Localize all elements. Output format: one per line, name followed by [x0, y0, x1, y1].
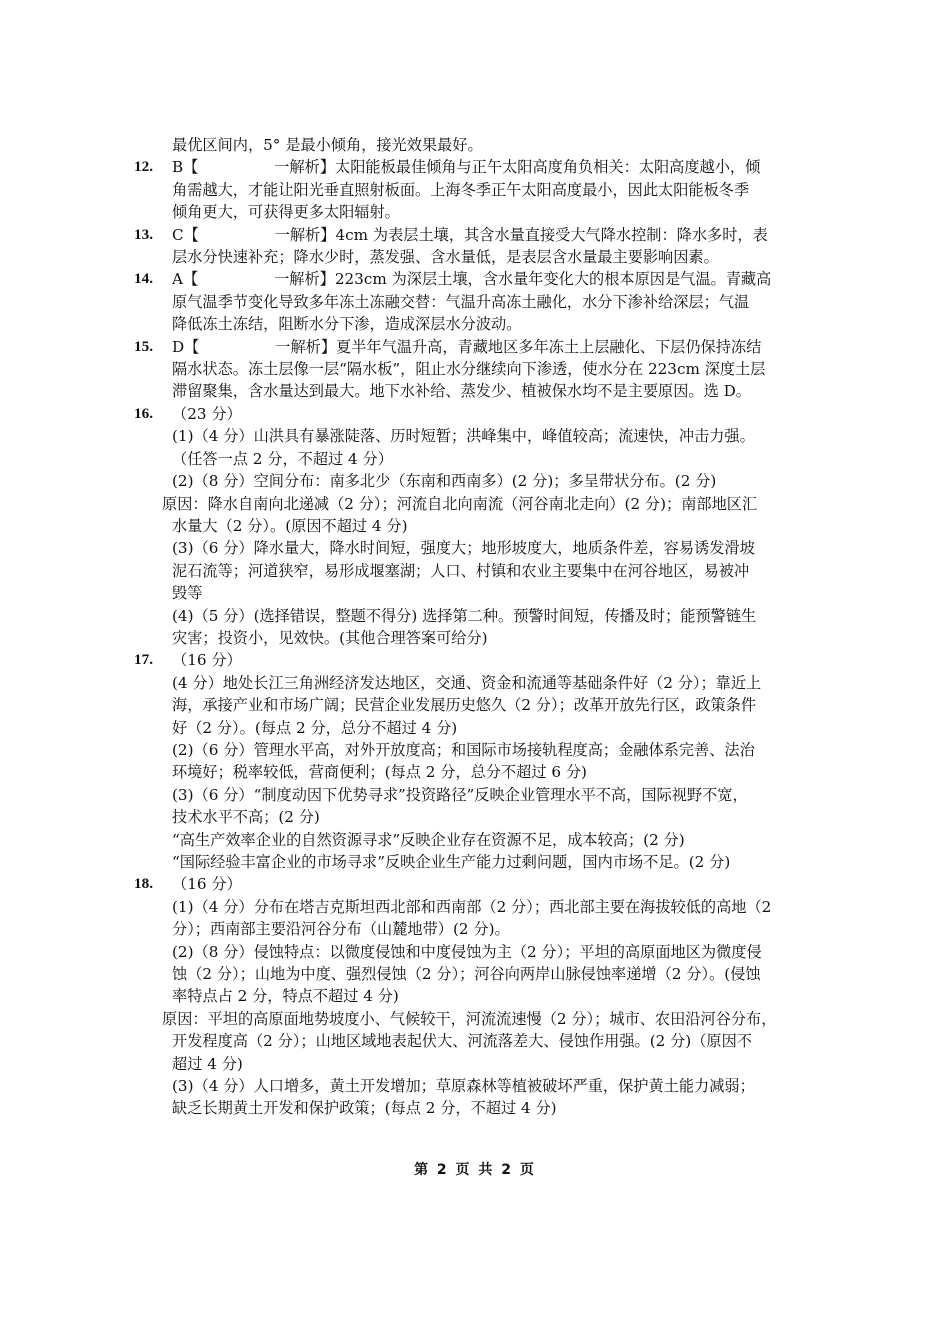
- answer-item-15: [134, 336, 824, 403]
- answer-item-13: [134, 224, 824, 269]
- answer-item-12: [134, 156, 824, 223]
- answer-line: (4 分）地处长江三角洲经济发达地区，交通、资金和流通等基础条件好（2 分）；靠近上: [172, 673, 762, 692]
- question-number: 18.: [134, 875, 153, 893]
- page-footer: 第 2 页 共 2 页: [414, 1162, 536, 1178]
- answer-line: 缺乏长期黄土开发和保护政策；(每点 2 分，不超过 4 分): [172, 1099, 557, 1118]
- answer-line: 隔水状态。冻土层像一层“隔水板”，阻止水分继续向下渗透，使水分在 223cm 深度土层: [172, 360, 766, 379]
- intro-block: [134, 134, 824, 156]
- answer-line: （任答一点 2 分，不超过 4 分）: [172, 449, 393, 468]
- answer-line: 开发程度高（2 分）；山地区域地表起伏大、河流落差大、侵蚀作用强。(2 分)（原因不: [172, 1032, 752, 1051]
- answer-line: B【 一解析】太阳能板最佳倾角与正午太阳高度角负相关：太阳高度越小，倾: [172, 158, 761, 177]
- answer-line: 分）；西南部主要沿河谷分布（山麓地带）(2 分)。: [172, 920, 510, 939]
- answer-line: “高生产效率企业的自然资源寻求”反映企业存在资源不足，成本较高；(2 分): [172, 830, 685, 849]
- answer-line: 层水分快速补充；降水少时，蒸发强、含水量低，是表层含水量最主要影响因素。: [172, 248, 719, 267]
- answer-line: 蚀（2 分）；山地为中度、强烈侵蚀（2 分）；河谷向两岸山脉侵蚀率递增（2 分）。(侵蚀: [172, 965, 761, 984]
- answer-item-17: [134, 649, 824, 873]
- answer-content: [134, 134, 824, 1120]
- answer-line: 泥石流等；河道狭窄，易形成堰塞湖；人口、村镇和农业主要集中在河谷地区，易被冲: [172, 561, 750, 580]
- answer-line: 率特点占 2 分，特点不超过 4 分): [172, 987, 399, 1006]
- answer-line: 滞留聚集，含水量达到最大。地下水补给、蒸发少、植被保水均不是主要原因。选 D。: [172, 382, 751, 401]
- answer-line: （16 分）: [172, 875, 242, 894]
- answer-line: 毁等: [172, 584, 203, 603]
- answer-line: A【 一解析】223cm 为深层土壤，含水量年变化大的根本原因是气温。青藏高: [172, 270, 772, 289]
- answer-line: 原因：平坦的高原面地势坡度小、气候较干，河流流速慢（2 分）；城市、农田沿河谷分布，: [162, 1009, 777, 1028]
- answer-item-18: [134, 873, 824, 1119]
- answer-line: （23 分）: [172, 404, 242, 423]
- answer-line: 环境好；税率较低，营商便利；(每点 2 分，总分不超过 6 分): [172, 763, 587, 782]
- intro-line: 最优区间内，5° 是最小倾角，接光效果最好。: [172, 136, 483, 154]
- answer-line: 海，承接产业和市场广阔；民营企业发展历史悠久（2 分）；改革开放先行区，政策条件: [172, 696, 757, 715]
- answer-line: (1)（4 分）山洪具有暴涨陡落、历时短暂；洪峰集中，峰值较高；流速快，冲击力强。: [172, 427, 755, 446]
- answer-line: 原因：降水自南向北递减（2 分）；河流自北向南流（河谷南北走向）(2 分)；南部地区汇: [162, 494, 758, 513]
- answer-line: (4)（5 分）(选择错误，整题不得分) 选择第二种。预警时间短，传播及时；能预警链生: [172, 606, 757, 625]
- answer-line: 灾害；投资小，见效快。(其他合理答案可给分): [172, 628, 488, 647]
- answer-line: (2)（6 分）管理水平高，对外开放度高；和国际市场接轨程度高；金融体系完善、法治: [172, 740, 755, 759]
- answer-item-14: [134, 268, 824, 335]
- question-number: 16.: [134, 404, 153, 422]
- answer-line: 倾角更大，可获得更多太阳辐射。: [172, 203, 400, 222]
- question-number: 13.: [134, 225, 153, 243]
- answer-line: 水量大（2 分）。(原因不超过 4 分): [172, 516, 408, 535]
- answer-line: (3)（4 分）人口增多，黄土开发增加；草原森林等植被破坏严重，保护黄土能力减弱；: [172, 1077, 755, 1096]
- answer-item-16: [134, 403, 824, 649]
- answer-line: (1)（4 分）分布在塔吉克斯坦西北部和西南部（2 分）；西北部主要在海拔较低的高地（2: [172, 897, 772, 916]
- answer-line: 技术水平不高；(2 分): [172, 808, 320, 827]
- answer-line: (3)（6 分）降水量大，降水时间短，强度大；地形坡度大，地质条件差，容易诱发滑坡: [172, 539, 755, 558]
- answer-line: 降低冻土冻结，阻断水分下渗，造成深层水分波动。: [172, 315, 522, 334]
- question-number: 12.: [134, 158, 153, 176]
- answer-line: (2)（8 分）空间分布：南多北少（东南和西南多）(2 分)；多呈带状分布。(2 分): [172, 472, 717, 491]
- question-number: 14.: [134, 270, 153, 288]
- answer-line: “国际经验丰富企业的市场寻求”反映企业生产能力过剩问题，国内市场不足。(2 分): [172, 853, 731, 871]
- answer-line: (3)（6 分）“制度动因下优势寻求”投资路径”反映企业管理水平不高，国际视野不宽，: [172, 785, 748, 804]
- answer-line: (2)（8 分）侵蚀特点：以微度侵蚀和中度侵蚀为主（2 分）；平坦的高原面地区为微度侵: [172, 942, 762, 961]
- answer-line: 好（2 分）。(每点 2 分，总分不超过 4 分): [172, 718, 458, 737]
- answer-line: C【 一解析】4cm 为表层土壤，其含水量直接受大气降水控制：降水多时，表: [172, 225, 768, 244]
- question-number: 15.: [134, 337, 153, 355]
- answer-line: D【 一解析】夏半年气温升高，青藏地区多年冻土上层融化、下层仍保持冻结: [172, 337, 762, 356]
- answer-line: 超过 4 分): [172, 1054, 243, 1073]
- question-number: 17.: [134, 651, 153, 669]
- answer-line: 角需越大，才能让阳光垂直照射板面。上海冬季正午太阳高度最小，因此太阳能板冬季: [172, 180, 750, 199]
- answer-line: 原气温季节变化导致多年冻土冻融交替：气温升高冻土融化，水分下渗补给深层；气温: [172, 292, 750, 311]
- answer-line: （16 分）: [172, 651, 242, 670]
